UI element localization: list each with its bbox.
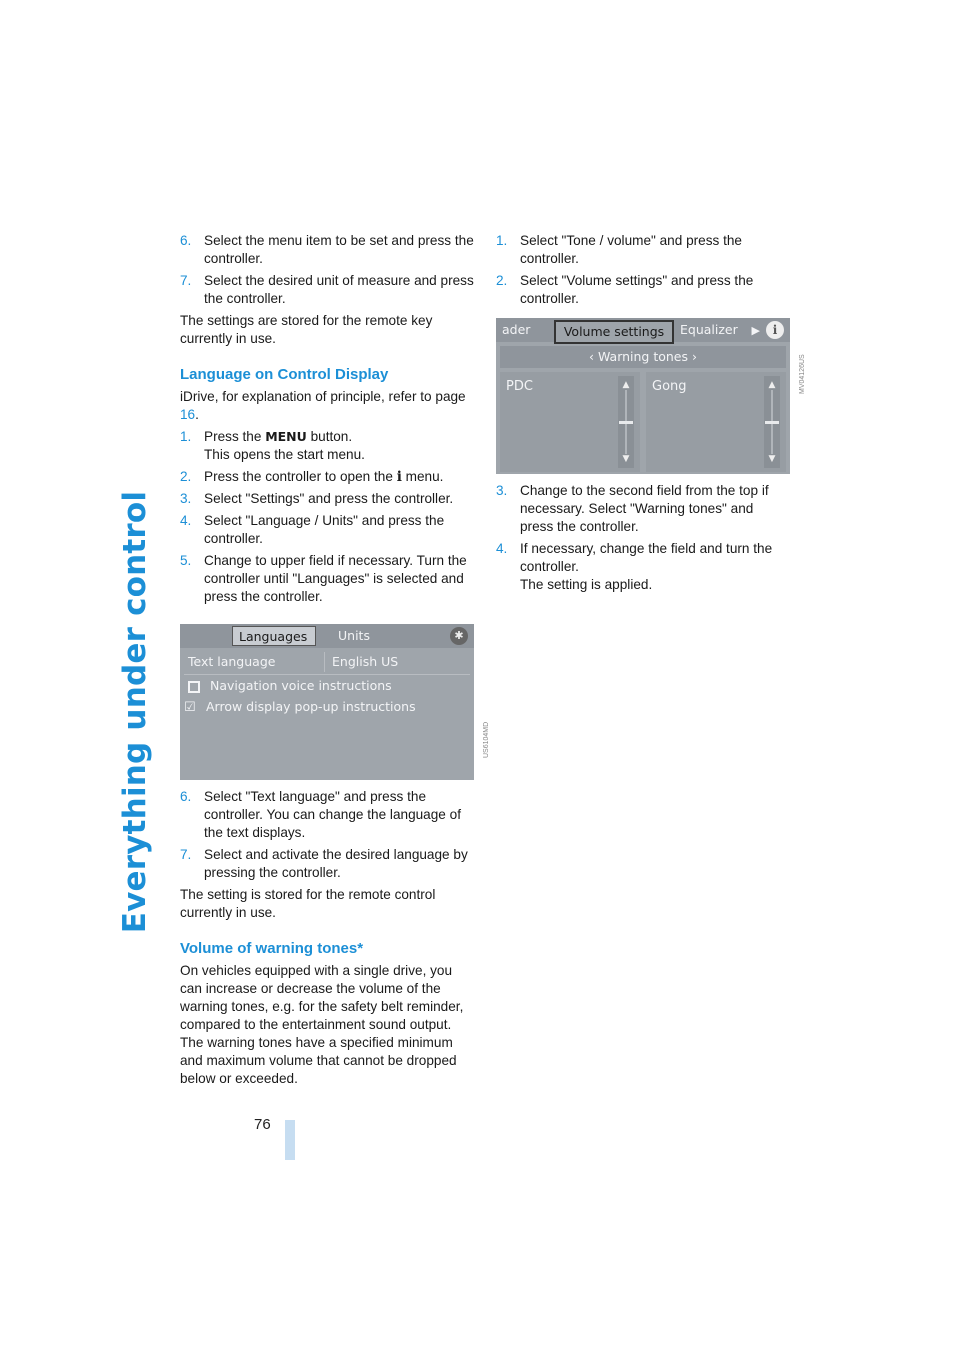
info-menu-icon: i [396,469,402,485]
step-item [180,512,474,548]
step-number: 4. [496,541,508,556]
slider-knob[interactable] [765,421,779,424]
step-text: Select "Text language" and press the controller. You can change the language of the text displays. [204,789,461,840]
step-text: Select "Volume settings" and press the controller. [520,273,754,306]
panel-label: PDC [506,379,533,394]
step-item [180,490,474,508]
step-number: 3. [496,483,508,498]
row-value: English US [332,654,399,669]
step-number: 3. [180,491,192,506]
screen-content [184,652,470,776]
checkbox-unchecked-icon[interactable] [188,681,200,693]
step-text-prefix: Press the controller to open the [204,469,397,484]
up-arrow-icon[interactable]: ▲ [768,380,776,390]
tab-units[interactable]: Units [338,628,370,643]
option-navigation-voice[interactable] [184,676,470,696]
tab-languages[interactable]: Languages [232,626,316,646]
step-text-line2: The setting is applied. [520,577,653,592]
step-item [180,428,474,464]
warning-tones-selector[interactable]: ‹ Warning tones › [500,346,786,368]
side-chapter-title [112,232,158,1192]
step-text: Select the desired unit of measure and press the controller. [204,273,474,306]
step-item [180,232,474,268]
pdc-volume-slider[interactable] [618,376,634,468]
step-number: 7. [180,847,192,862]
checkbox-checked-icon[interactable]: ☑ [184,700,196,715]
gong-volume-slider[interactable] [764,376,780,468]
menu-button-icon: MENU [265,429,307,444]
panel-label: Gong [652,379,687,394]
image-code: US6104MD [483,721,490,759]
step-number: 6. [180,789,192,804]
option-arrow-display[interactable] [184,697,470,717]
slider-knob[interactable] [619,421,633,424]
step-number: 2. [496,273,508,288]
step-text-suffix: button. [306,429,353,444]
tab-equalizer[interactable]: Equalizer [680,322,738,337]
left-column [180,232,490,1092]
step-number: 1. [496,233,508,248]
row-label: Text language [188,654,276,669]
note-text: The settings are stored for the remote key currently in use. [180,313,433,346]
step-number: 2. [180,469,192,484]
option-label: Arrow display pop-up instructions [206,699,416,714]
gong-volume-panel[interactable] [646,372,786,472]
language-settings-screenshot [180,624,474,780]
text-language-row[interactable] [184,652,470,672]
step-number: 6. [180,233,192,248]
step-item [496,232,790,268]
down-arrow-icon[interactable]: ▼ [768,454,776,464]
page-number: 76 [254,1116,271,1133]
step-text: Select the menu item to be set and press the controller. [204,233,474,266]
section-heading-language: Language on Control Display [180,366,389,383]
intro-suffix: . [195,407,199,422]
step-text [204,428,474,464]
step-number: 4. [180,513,192,528]
row-divider [324,652,325,672]
step-number: 7. [180,273,192,288]
step-text: Select "Language / Units" and press the controller. [204,513,445,546]
page-number-bar [285,1120,295,1160]
intro-text [180,388,474,424]
step-text-prefix: Press the [204,429,266,444]
intro-prefix: iDrive, for explanation of principle, refer to page [180,389,466,404]
down-arrow-icon[interactable]: ▼ [622,454,630,464]
scroll-right-arrow-icon[interactable]: ▶ [751,324,760,337]
settings-icon[interactable]: ✱ [450,627,468,645]
step-item [180,552,474,606]
info-icon[interactable]: i [766,321,784,339]
step-text-line2: This opens the start menu. [204,447,365,462]
step-text: Change to the second field from the top if necessary. Select "Warning tones" and press the controller. [520,483,769,534]
side-chapter-title-text: Everything under control [117,490,154,934]
right-column [496,232,806,598]
volume-settings-screenshot [496,318,790,474]
step-text: Select and activate the desired language by pressing the controller. [204,847,468,880]
step-item [180,788,474,842]
step-text-suffix: menu. [401,469,444,484]
divider [184,674,470,675]
image-code: MV04126US [799,354,806,394]
step-number: 1. [180,429,192,444]
section-heading-warning-tones: Volume of warning tones* [180,940,364,957]
body-text: On vehicles equipped with a single drive, you can increase or decrease the volume of the warning tones, e.g. for the safety belt reminder, compared to the entertainment sound output. The warning tones have a specified minimum and maximum volume that cannot be dropped below or exceeded. [180,963,464,1086]
screen-tab-bar [496,318,790,342]
step-text: Select "Tone / volume" and press the controller. [520,233,742,266]
step-item [496,482,790,536]
step-item [496,272,790,308]
pdc-volume-panel[interactable] [500,372,640,472]
page-reference-link[interactable]: 16 [180,407,196,422]
up-arrow-icon[interactable]: ▲ [622,380,630,390]
screen-tab-bar [180,624,474,648]
step-item [180,846,474,882]
step-text [520,540,790,594]
step-text-line1: If necessary, change the field and turn the controller. [520,541,773,574]
step-text: Select "Settings" and press the controller. [204,491,454,506]
option-label: Navigation voice instructions [210,678,392,693]
step-item [180,272,474,308]
tab-volume-settings[interactable]: Volume settings [554,320,674,344]
tab-partial[interactable]: ader [502,322,531,337]
step-text [204,468,474,486]
note-text: The setting is stored for the remote control currently in use. [180,887,436,920]
step-item [180,468,474,486]
step-text: Change to upper field if necessary. Turn the controller until "Languages" is selected and press the controller. [204,553,467,604]
step-number: 5. [180,553,192,568]
step-item [496,540,790,594]
